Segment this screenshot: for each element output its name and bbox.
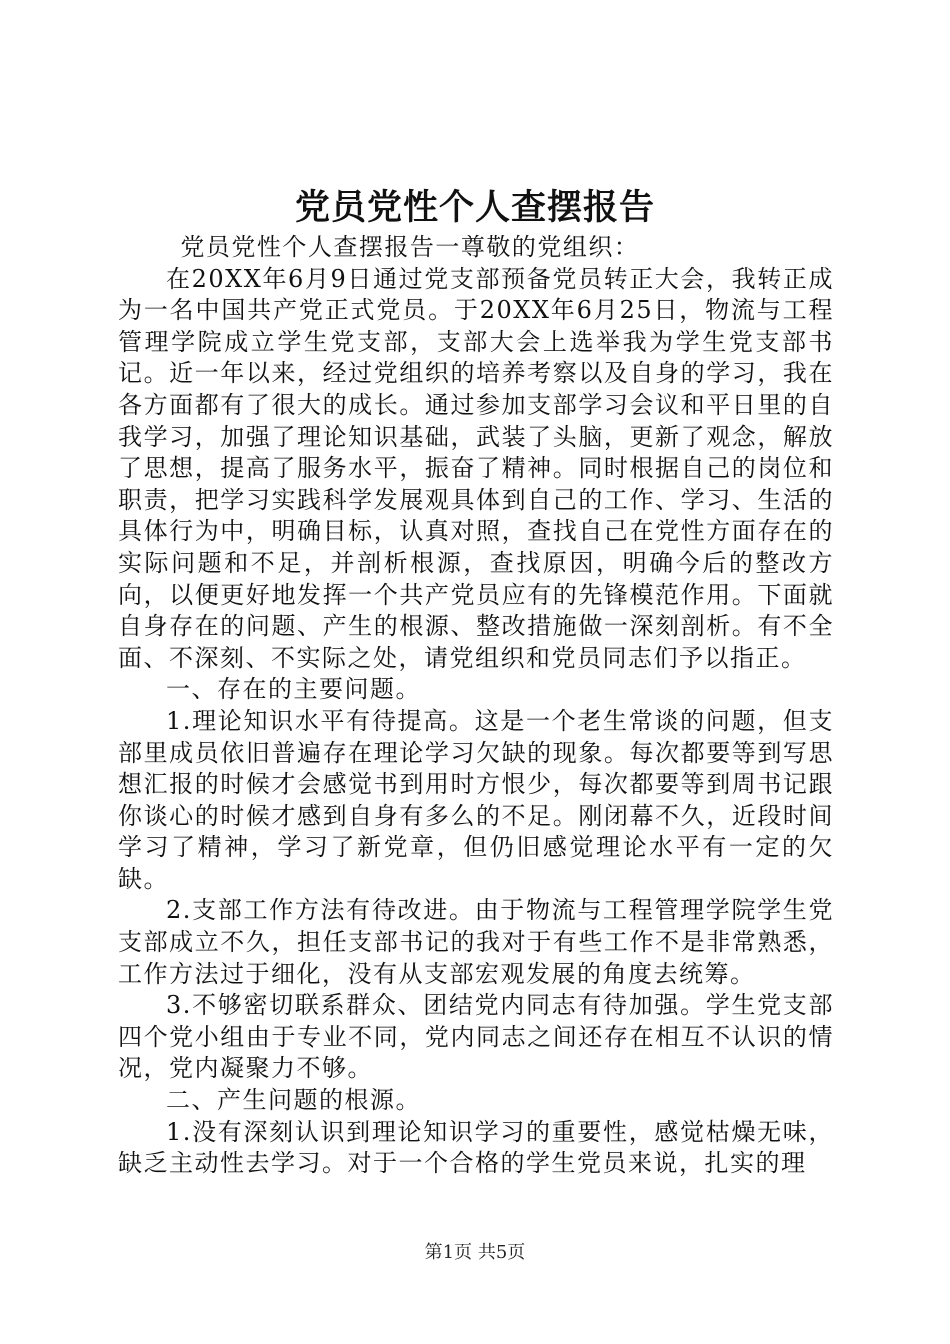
document-title: 党员党性个人查摆报告 xyxy=(294,187,655,228)
section-heading-problems: 一、存在的主要问题。 xyxy=(166,675,421,704)
problem-item-3: 3.不够密切联系群众、团结党内同志有待加强。学生党支部四个党小组由于专业不同，党内同志之间还存在相互不认识的情况，党内凝聚力不够。 xyxy=(118,991,834,1083)
salutation-paragraph: 党员党性个人查摆报告一尊敬的党组织： xyxy=(180,233,640,261)
document-body xyxy=(118,232,834,1180)
body-paragraph-intro: 在20XX年6月9日通过党支部预备党员转正大会，我转正成为一名中国共产党正式党员。于20XX年6月25日，物流与工程管理学院成立学生党支部，支部大会上选举我为学生党支部书记。近一年以来，经过党组织的培养考察以及自身的学习，我在各方面都有了很大的成长。通过参加支部学习会议和平日里的自我学习，加强了理论知识基础，武装了头脑，更新了观念，解放了思想，提高了服务水平，振奋了精神。同时根据自己的岗位和职责，把学习实践科学发展观具体到自己的工作、学习、生活的具体行为中，明确目标，认真对照，查找自己在党性方面存在的实际问题和不足，并剖析根源，查找原因，明确今后的整改方向，以便更好地发挥一个共产党员应有的先锋模范作用。下面就自身存在的问题、产生的根源、整改措施做一深刻剖析。有不全面、不深刻、不实际之处，请党组织和党员同志们予以指正。 xyxy=(118,264,834,672)
problem-item-1: 1.理论知识水平有待提高。这是一个老生常谈的问题，但支部里成员依旧普遍存在理论学习欠缺的现象。每次都要等到写思想汇报的时候才会感觉书到用时方恨少，每次都要等到周书记跟你谈心的时候才感到自身有多么的不足。刚闭幕不久，近段时间学习了精神，学习了新党章，但仍旧感觉理论水平有一定的欠缺。 xyxy=(118,706,834,893)
root-item-1: 1.没有深刻认识到理论知识学习的重要性，感觉枯燥无味，缺乏主动性去学习。对于一个合格的学生党员来说，扎实的理 xyxy=(118,1117,834,1178)
section-heading-roots: 二、产生问题的根源。 xyxy=(166,1086,421,1115)
page-number-footer: 第1页 共5页 xyxy=(424,1242,526,1263)
problem-item-2: 2.支部工作方法有待改进。由于物流与工程管理学院学生党支部成立不久，担任支部书记的我对于有些工作不是非常熟悉，工作方法过于细化，没有从支部宏观发展的角度去统筹。 xyxy=(118,896,834,988)
